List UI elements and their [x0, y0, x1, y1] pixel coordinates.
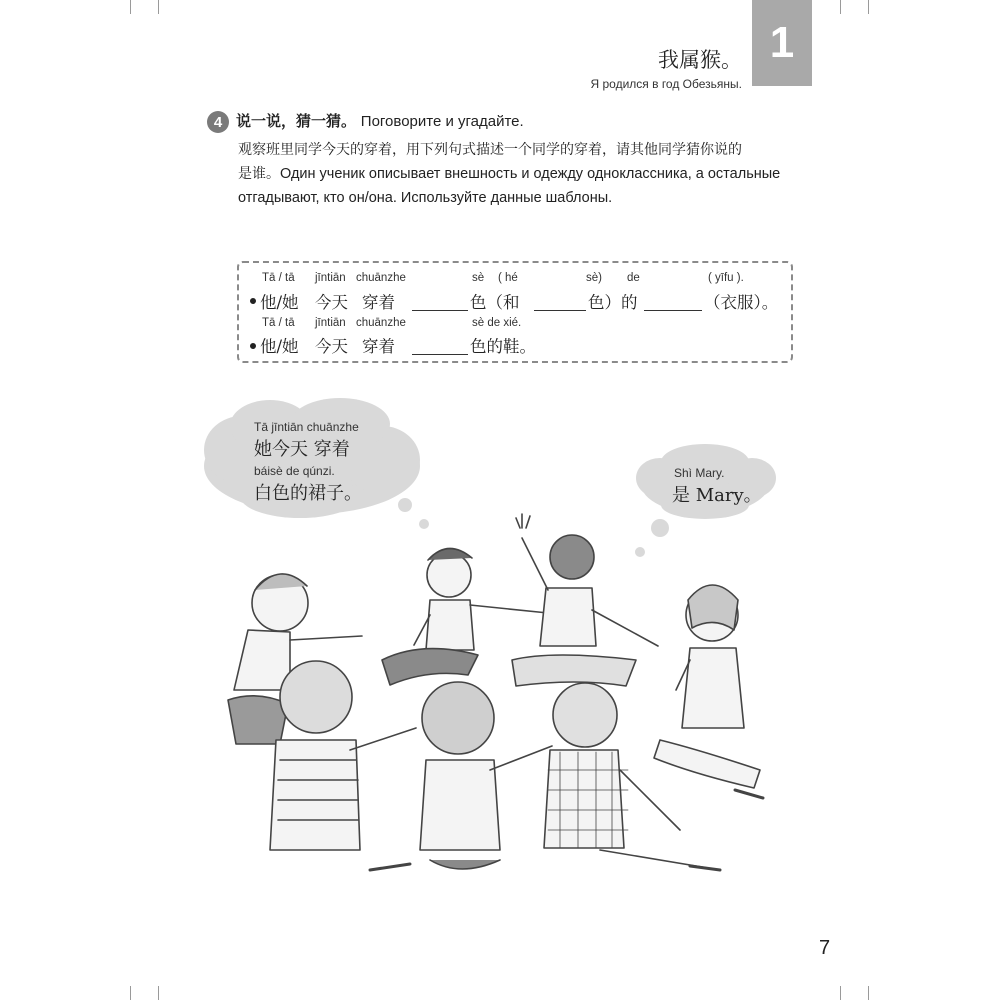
pattern1-pinyin: Tā / tā [262, 272, 295, 284]
left-bubble-hanzi-2: 白色的裙子。 [254, 483, 362, 504]
instruction-ru-part1: Один ученик описывает внешность и одежду одноклассника, а остальные [280, 166, 781, 182]
unit-number-tab: 1 [752, 0, 812, 86]
pattern1-pinyin: jīntiān [315, 272, 346, 284]
pattern1-pinyin: ( hé [498, 272, 518, 284]
pattern2-hanzi: 今天 [315, 337, 348, 356]
instruction-cn-end: 是谁。 [238, 166, 280, 182]
instruction-cn-line: 观察班里同学今天的穿着，用下列句式描述一个同学的穿着，请其他同学猜你说的 [238, 142, 742, 158]
left-bubble-pinyin-2: báisè de qúnzi. [254, 464, 335, 478]
pattern2-pinyin: chuānzhe [356, 317, 406, 329]
child-girl-front-middle [420, 682, 552, 869]
pattern1-pinyin: sè) [586, 272, 602, 284]
pattern1-hanzi: （衣服）。 [704, 293, 779, 312]
pattern1-hanzi: 色（和 [470, 293, 520, 312]
pattern2-pinyin: sè de xié. [472, 317, 522, 329]
pattern1-hanzi: 色）的 [588, 293, 638, 312]
exercise-title-ru: Поговорите и угадайте. [360, 113, 524, 130]
lesson-title-cn: 我属猴。 [658, 48, 742, 72]
pattern2-hanzi: 穿着 [362, 337, 395, 356]
pattern2-pinyin: jīntiān [315, 317, 346, 329]
left-bubble-hanzi-1: 她今天 穿着 [254, 439, 350, 460]
pattern1-hanzi: 今天 [315, 293, 348, 312]
pattern2-hanzi: 色的鞋。 [470, 337, 536, 356]
exercise-number-badge: 4 [207, 111, 229, 133]
child-boy-front-left [270, 661, 416, 870]
lesson-title-ru: Я родился в год Обезьяны. [590, 77, 742, 91]
right-bubble-pinyin: Shì Mary. [674, 466, 725, 480]
page-number: 7 [819, 937, 831, 959]
pattern1-pinyin: de [627, 272, 640, 284]
child-girl-right [654, 585, 763, 798]
pattern1-pinyin: sè [472, 272, 485, 284]
instruction-ru-line: отгадывают, кто он/она. Используйте данные шаблоны. [238, 190, 613, 206]
pattern1-pinyin: chuānzhe [356, 272, 406, 284]
pattern2-hanzi: 他/她 [260, 337, 299, 356]
left-bubble-pinyin-1: Tā jīntiān chuānzhe [254, 420, 359, 434]
child-boy-raising-hand [512, 514, 658, 686]
pattern1-hanzi: 他/她 [260, 293, 299, 312]
pattern1-pinyin: ( yīfu ). [708, 272, 744, 284]
right-bubble-hanzi: 是 Mary。 [672, 485, 762, 506]
pattern1-hanzi: 穿着 [362, 293, 395, 312]
pattern2-pinyin: Tā / tā [262, 317, 295, 329]
exercise-title-cn: 说一说，猜一猜。 [236, 112, 357, 130]
